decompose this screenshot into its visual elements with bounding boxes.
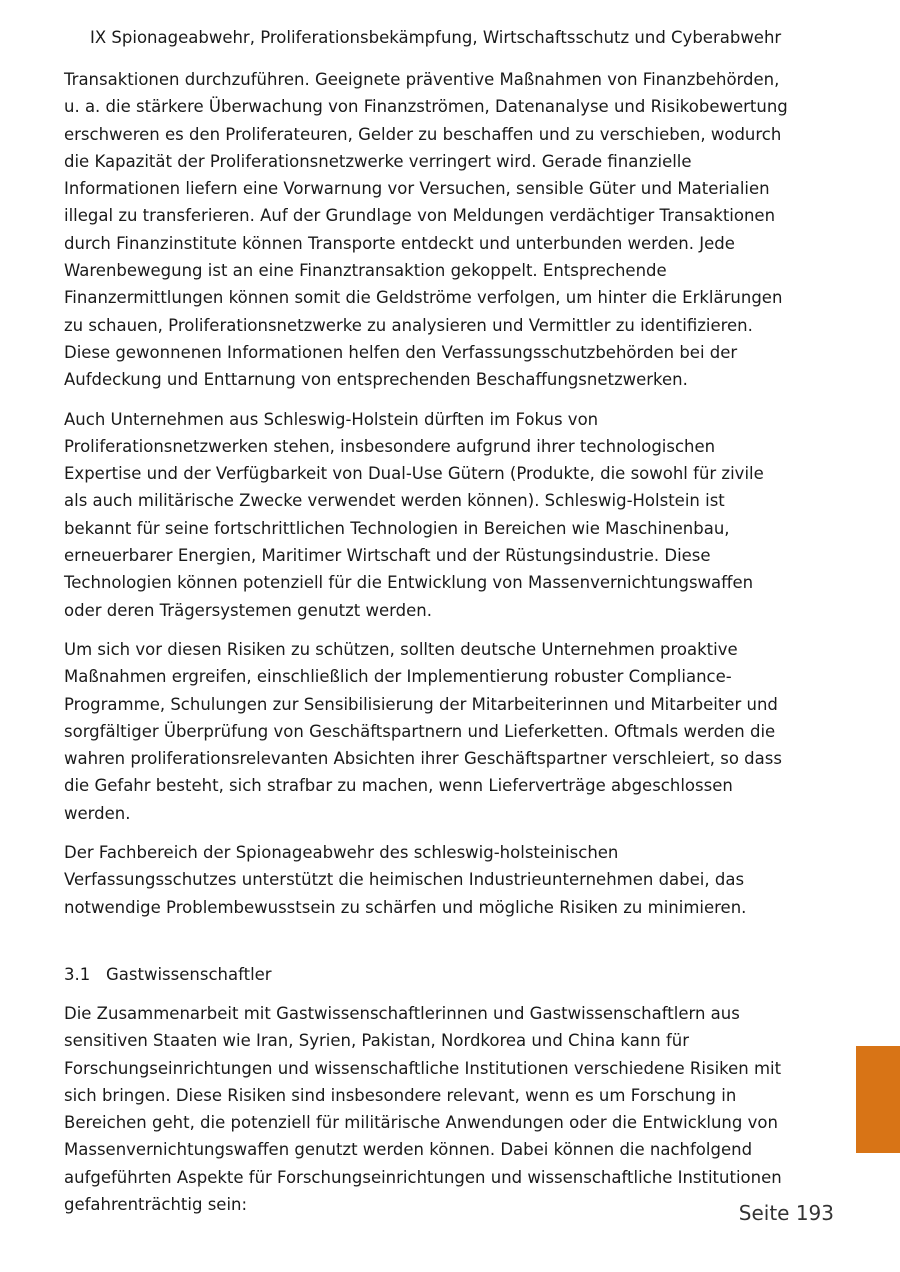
chapter-tab-marker bbox=[856, 1046, 900, 1153]
section-number: 3.1 bbox=[64, 964, 91, 984]
section-title: Gastwissenschaftler bbox=[106, 964, 272, 984]
paragraph: Der Fachbereich der Spionageabwehr des schleswig-holsteinischen Verfassungsschutzes unterstützt die heimischen Industrieunternehmen dabei, das notwendige Problembewusstsein zu schärfen und mögliche Risiken zu minimieren. bbox=[64, 843, 747, 917]
section-heading bbox=[64, 961, 790, 988]
running-header: IX Spionageabwehr, Proliferationsbekämpfung, Wirtschaftsschutz und Cyberabwehr bbox=[90, 28, 782, 47]
paragraph: Auch Unternehmen aus Schleswig-Holstein dürften im Fokus von Proliferationsnetzwerken stehen, insbesondere aufgrund ihrer technologischen Expertise und der Verfügbarkeit von Dual-Use Gütern (Produkte, die sowohl für zivile als auch militärische Zwecke verwendet werden können). Schleswig-Holstein ist bekannt für seine fortschrittlichen Technologien in Bereichen wie Maschinenbau, erneuerbarer Energien, Maritimer Wirtschaft und der Rüstungsindustrie. Diese Technologien können potenziell für die Entwicklung von Massenvernichtungswaffen oder deren Trägersystemen genutzt werden. bbox=[64, 409, 764, 620]
paragraph: Um sich vor diesen Risiken zu schützen, sollten deutsche Unternehmen proaktive Maßnahmen ergreifen, einschließlich der Implementierung robuster Compliance-Programme, Schulungen zur Sensibilisierung der Mitarbeiterinnen und Mitarbeiter und sorgfältiger Überprüfung von Geschäftspartnern und Lieferketten. Oftmals werden die wahren proliferationsrelevanten Absichten ihrer Geschäftspartner verschleiert, so dass die Gefahr besteht, sich strafbar zu machen, wenn Lieferverträge abgeschlossen werden. bbox=[64, 639, 782, 823]
page-number: Seite 193 bbox=[738, 1201, 834, 1225]
body-text bbox=[64, 66, 790, 1230]
paragraph: Transaktionen durchzuführen. Geeignete präventive Maßnahmen von Finanzbehörden, u. a. die stärkere Überwachung von Finanzströmen, Datenanalyse und Risikobewertung erschweren es den Proliferateuren, Gelder zu beschaffen und zu verschieben, wodurch die Kapazität der Proliferationsnetzwerke verringert wird. Gerade finanzielle Informationen liefern eine Vorwarnung vor Versuchen, sensible Güter und Materialien illegal zu transferieren. Auf der Grundlage von Meldungen verdächtiger Transaktionen durch Finanzinstitute können Transporte entdeckt und unterbunden werden. Jede Warenbewegung ist an eine Finanztransaktion gekoppelt. Entsprechende Finanzermittlungen können somit die Geldströme verfolgen, um hinter die Erklärungen zu schauen, Proliferationsnetzwerke zu analysieren und Vermittler zu identifizieren. Diese gewonnenen Informationen helfen den Verfassungsschutzbehörden bei der Aufdeckung und Enttarnung von entsprechenden Beschaffungsnetzwerken. bbox=[64, 70, 788, 390]
paragraph: Die Zusammenarbeit mit Gastwissenschaftlerinnen und Gastwissenschaftlern aus sensitiven Staaten wie Iran, Syrien, Pakistan, Nordkorea und China kann für Forschungseinrichtungen und wissenschaftliche Institutionen verschiedene Risiken mit sich bringen. Diese Risiken sind insbesondere relevant, wenn es um Forschung in Bereichen geht, die potenziell für militärische Anwendungen oder die Entwicklung von Massenvernichtungswaffen genutzt werden können. Dabei können die nachfolgend aufgeführten Aspekte für Forschungseinrichtungen und wissenschaftliche Institutionen gefahrenträchtig sein: bbox=[64, 1003, 782, 1214]
